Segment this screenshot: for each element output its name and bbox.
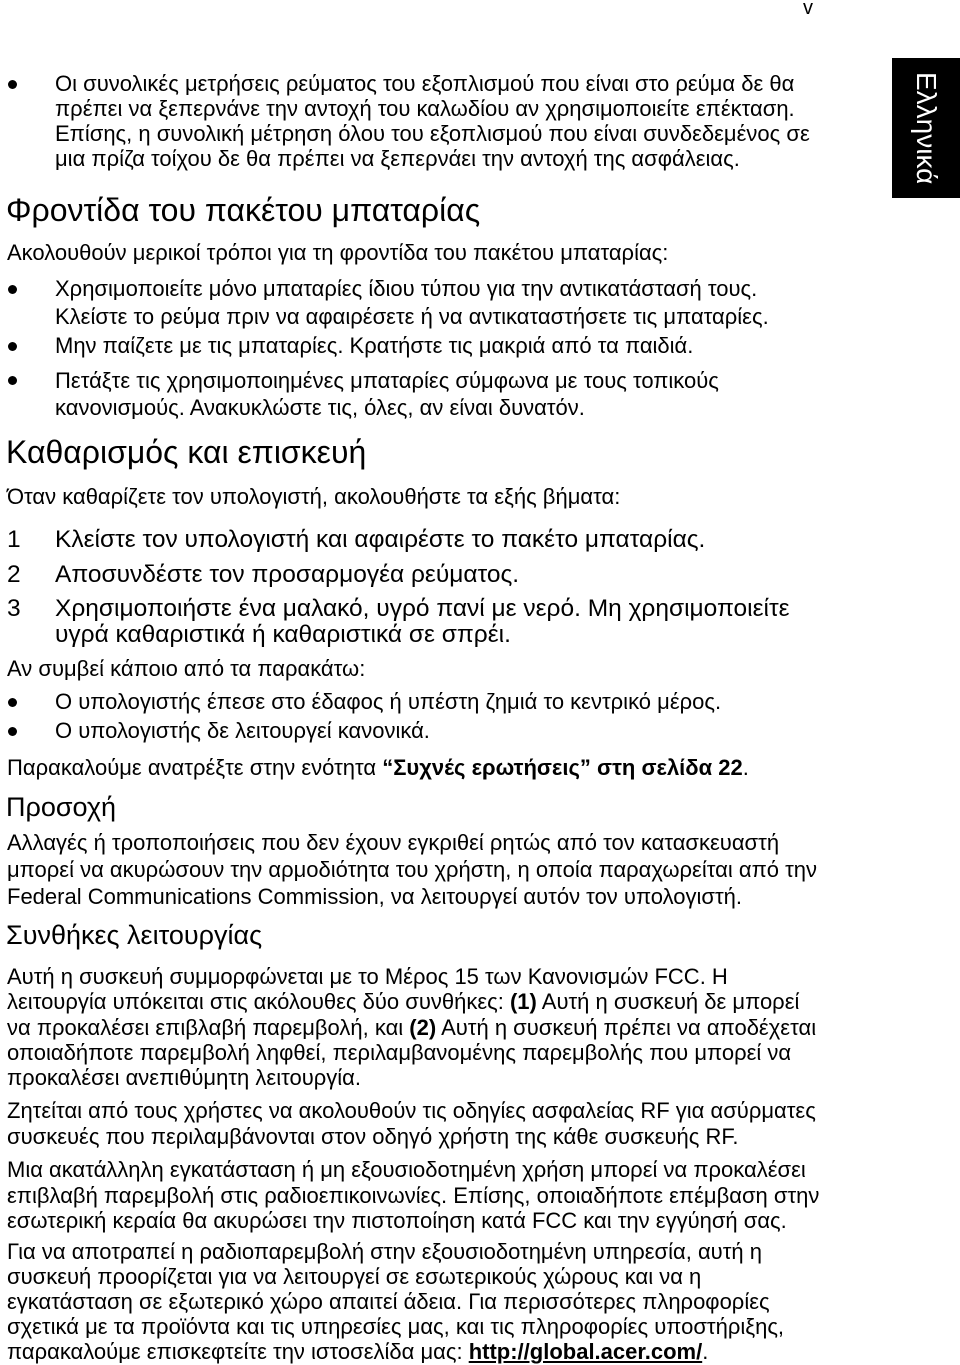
interference-text: [0, 1157, 819, 1234]
fcc-compliance-text: [0, 964, 816, 1090]
text-line: Αυτή η συσκευή συμμορφώνεται με το Μέρος 15 των Κανονισμών FCC. Η: [7, 964, 728, 989]
rf-guidance-text: [0, 1098, 816, 1150]
text-line: σχετικά με τα προϊόντα και τις υπηρεσίες μας, και τις πληροφορίες υποστήριξης,: [7, 1314, 785, 1339]
text-line: επιβλαβή παρεμβολή στις ραδιοεπικοινωνίες. Επίσης, οποιαδήποτε επέμβαση στην: [7, 1182, 820, 1208]
text-line: κανονισμούς. Ανακυκλώστε τις, όλες, αν είναι δυνατόν.: [55, 395, 585, 420]
cleaning-step: [0, 527, 705, 553]
bullet-icon: [8, 727, 17, 736]
text-line: [7, 1015, 816, 1040]
battery-tip-item: [0, 367, 719, 421]
cleaning-step: [0, 562, 519, 588]
text-line: Χρησιμοποιείτε μόνο μπαταρίες ίδιου τύπου για την αντικατάστασή τους.: [55, 276, 758, 301]
text-line: Για να αποτραπεί η ραδιοπαρεμβολή στην εξουσιοδοτημένη υπηρεσία, αυτή η: [7, 1239, 762, 1264]
power-warning-item: [0, 71, 810, 171]
text-line: πρέπει να ξεπερνάνε την αντοχή του καλωδίου αν χρησιμοποιείτε επέκταση.: [55, 96, 795, 121]
bullet-icon: [8, 698, 17, 707]
battery-tip-item: [0, 333, 693, 358]
text-line: συσκευές που περιλαμβάνονται στον οδηγό χρήστη της κάθε συσκευής RF.: [7, 1124, 739, 1149]
text-line: μια πρίζα τοίχου δε θα πρέπει να ξεπερνάει την αντοχή της ασφάλειας.: [55, 146, 740, 171]
page-number: v: [803, 0, 813, 19]
text-line: εσωτερική κεραία θα ακυρώσει την πιστοποίηση κατά FCC και την εγγύησή σας.: [7, 1208, 787, 1233]
bullet-icon: [8, 80, 17, 89]
text-segment: .: [702, 1339, 709, 1364]
language-tab: [892, 58, 960, 198]
step-number: 2: [7, 561, 21, 588]
text-segment: να προκαλέσει επιβλαβή παρεμβολή, και: [7, 1014, 410, 1040]
text-line: [7, 989, 816, 1014]
section-heading-cleaning: Καθαρισμός και επισκευή: [6, 434, 367, 470]
cleaning-step: [0, 596, 790, 648]
battery-care-intro: Ακολουθούν μερικοί τρόποι για τη φροντίδα του πακέτου μπαταρίας:: [7, 240, 669, 265]
step-text: Χρησιμοποιήστε ένα μαλακό, υγρό πανί με νερό. Μη χρησιμοποιείτε: [55, 595, 790, 622]
step-text: Κλείστε τον υπολογιστή και αφαιρέστε το πακέτο μπαταρίας.: [55, 526, 706, 553]
text-line: Ζητείται από τους χρήστες να ακολουθούν τις οδηγίες ασφαλείας RF για ασύρματες: [7, 1098, 816, 1123]
indoor-use-text: [0, 1239, 784, 1364]
condition-label: (2): [409, 1014, 437, 1040]
text-line: Ο υπολογιστής δε λειτουργεί κανονικά.: [55, 718, 430, 743]
bullet-icon: [8, 376, 17, 385]
text-segment: λειτουργία υπόκειται στις ακόλουθες δύο συνθήκες:: [7, 989, 510, 1015]
website-link[interactable]: http://global.acer.com/: [468, 1339, 703, 1364]
faq-reference-suffix: .: [742, 755, 749, 780]
section-heading-battery-care: Φροντίδα του πακέτου μπαταρίας: [6, 192, 481, 228]
bullet-icon: [8, 285, 17, 294]
section-heading-operating-conditions: Συνθήκες λειτουργίας: [6, 920, 263, 950]
text-line: Ο υπολογιστής έπεσε στο έδαφος ή υπέστη ζημιά το κεντρικό μέρος.: [55, 689, 722, 714]
cleaning-intro: Όταν καθαρίζετε τον υπολογιστή, ακολουθήστε τα εξής βήματα:: [7, 484, 621, 509]
text-line: Αλλαγές ή τροποποιήσεις που δεν έχουν εγκριθεί ρητώς από τον κατασκευαστή: [7, 830, 780, 855]
step-text: υγρά καθαριστικά ή καθαριστικά σε σπρέι.: [55, 621, 511, 648]
text-segment: Αυτή η συσκευή δε μπορεί: [536, 989, 800, 1015]
faq-reference-prefix: Παρακαλούμε ανατρέξτε στην ενότητα: [7, 755, 383, 780]
condition-label: (1): [509, 989, 537, 1015]
text-line: Κλείστε το ρεύμα πριν να αφαιρέσετε ή να αντικαταστήσετε τις μπαταρίες.: [55, 304, 769, 329]
text-line: εγκατάσταση σε εξωτερικό χώρο απαιτεί άδεια. Για περισσότερες πληροφορίες: [7, 1289, 770, 1314]
text-line: οποιαδήποτε παρεμβολή ληφθεί, περιλαμβανομένης παρεμβολής που μπορεί να: [7, 1039, 792, 1065]
text-segment: Αυτή η συσκευή πρέπει να αποδέχεται: [436, 1014, 817, 1040]
text-line: μπορεί να ακυρώσουν την αρμοδιότητα του χρήστη, η οποία παραχωρείται από την: [7, 857, 818, 882]
faq-reference-section: “Συχνές ερωτήσεις” στη σελίδα 22: [382, 755, 743, 780]
text-line: [7, 1339, 784, 1364]
caution-text: [0, 829, 817, 910]
step-text: Αποσυνδέστε τον προσαρμογέα ρεύματος.: [55, 561, 520, 588]
text-line: προκαλέσει ανεπιθύμητη λειτουργία.: [7, 1065, 361, 1090]
step-number: 1: [7, 526, 21, 553]
service-case-item: [0, 718, 430, 743]
text-segment: παρακαλούμε επισκεφτείτε την ιστοσελίδα μας:: [7, 1339, 469, 1364]
section-heading-caution: Προσοχή: [6, 792, 117, 822]
text-line: συσκευή προορίζεται για να λειτουργεί σε εσωτερικούς χώρους και να η: [7, 1264, 702, 1289]
service-case-item: [0, 689, 721, 714]
text-line: Πετάξτε τις χρησιμοποιημένες μπαταρίες σύμφωνα με τους τοπικούς: [55, 368, 719, 393]
faq-reference: [0, 755, 749, 780]
text-line: Μια ακατάλληλη εγκατάσταση ή μη εξουσιοδοτημένη χρήση μπορεί να προκαλέσει: [7, 1157, 806, 1182]
step-number: 3: [7, 595, 21, 622]
battery-tip-item: [0, 276, 757, 301]
text-line: Οι συνολικές μετρήσεις ρεύματος του εξοπλισμού που είναι στο ρεύμα δε θα: [55, 71, 795, 96]
text-line: Federal Communications Commission, να λειτουργεί αυτόν τον υπολογιστή.: [7, 884, 743, 909]
power-warning-text: [55, 71, 810, 171]
language-tab-label: Ελληνικά: [911, 71, 942, 185]
battery-tip-item: [0, 304, 769, 329]
text-line: Επίσης, η συνολική μέτρηση όλου του εξοπλισμού που είναι συνδεδεμένος σε: [55, 121, 810, 146]
service-intro: Αν συμβεί κάποιο από τα παρακάτω:: [7, 656, 366, 681]
bullet-icon: [8, 342, 17, 351]
text-line: Μην παίζετε με τις μπαταρίες. Κρατήστε τις μακριά από τα παιδιά.: [55, 333, 694, 358]
